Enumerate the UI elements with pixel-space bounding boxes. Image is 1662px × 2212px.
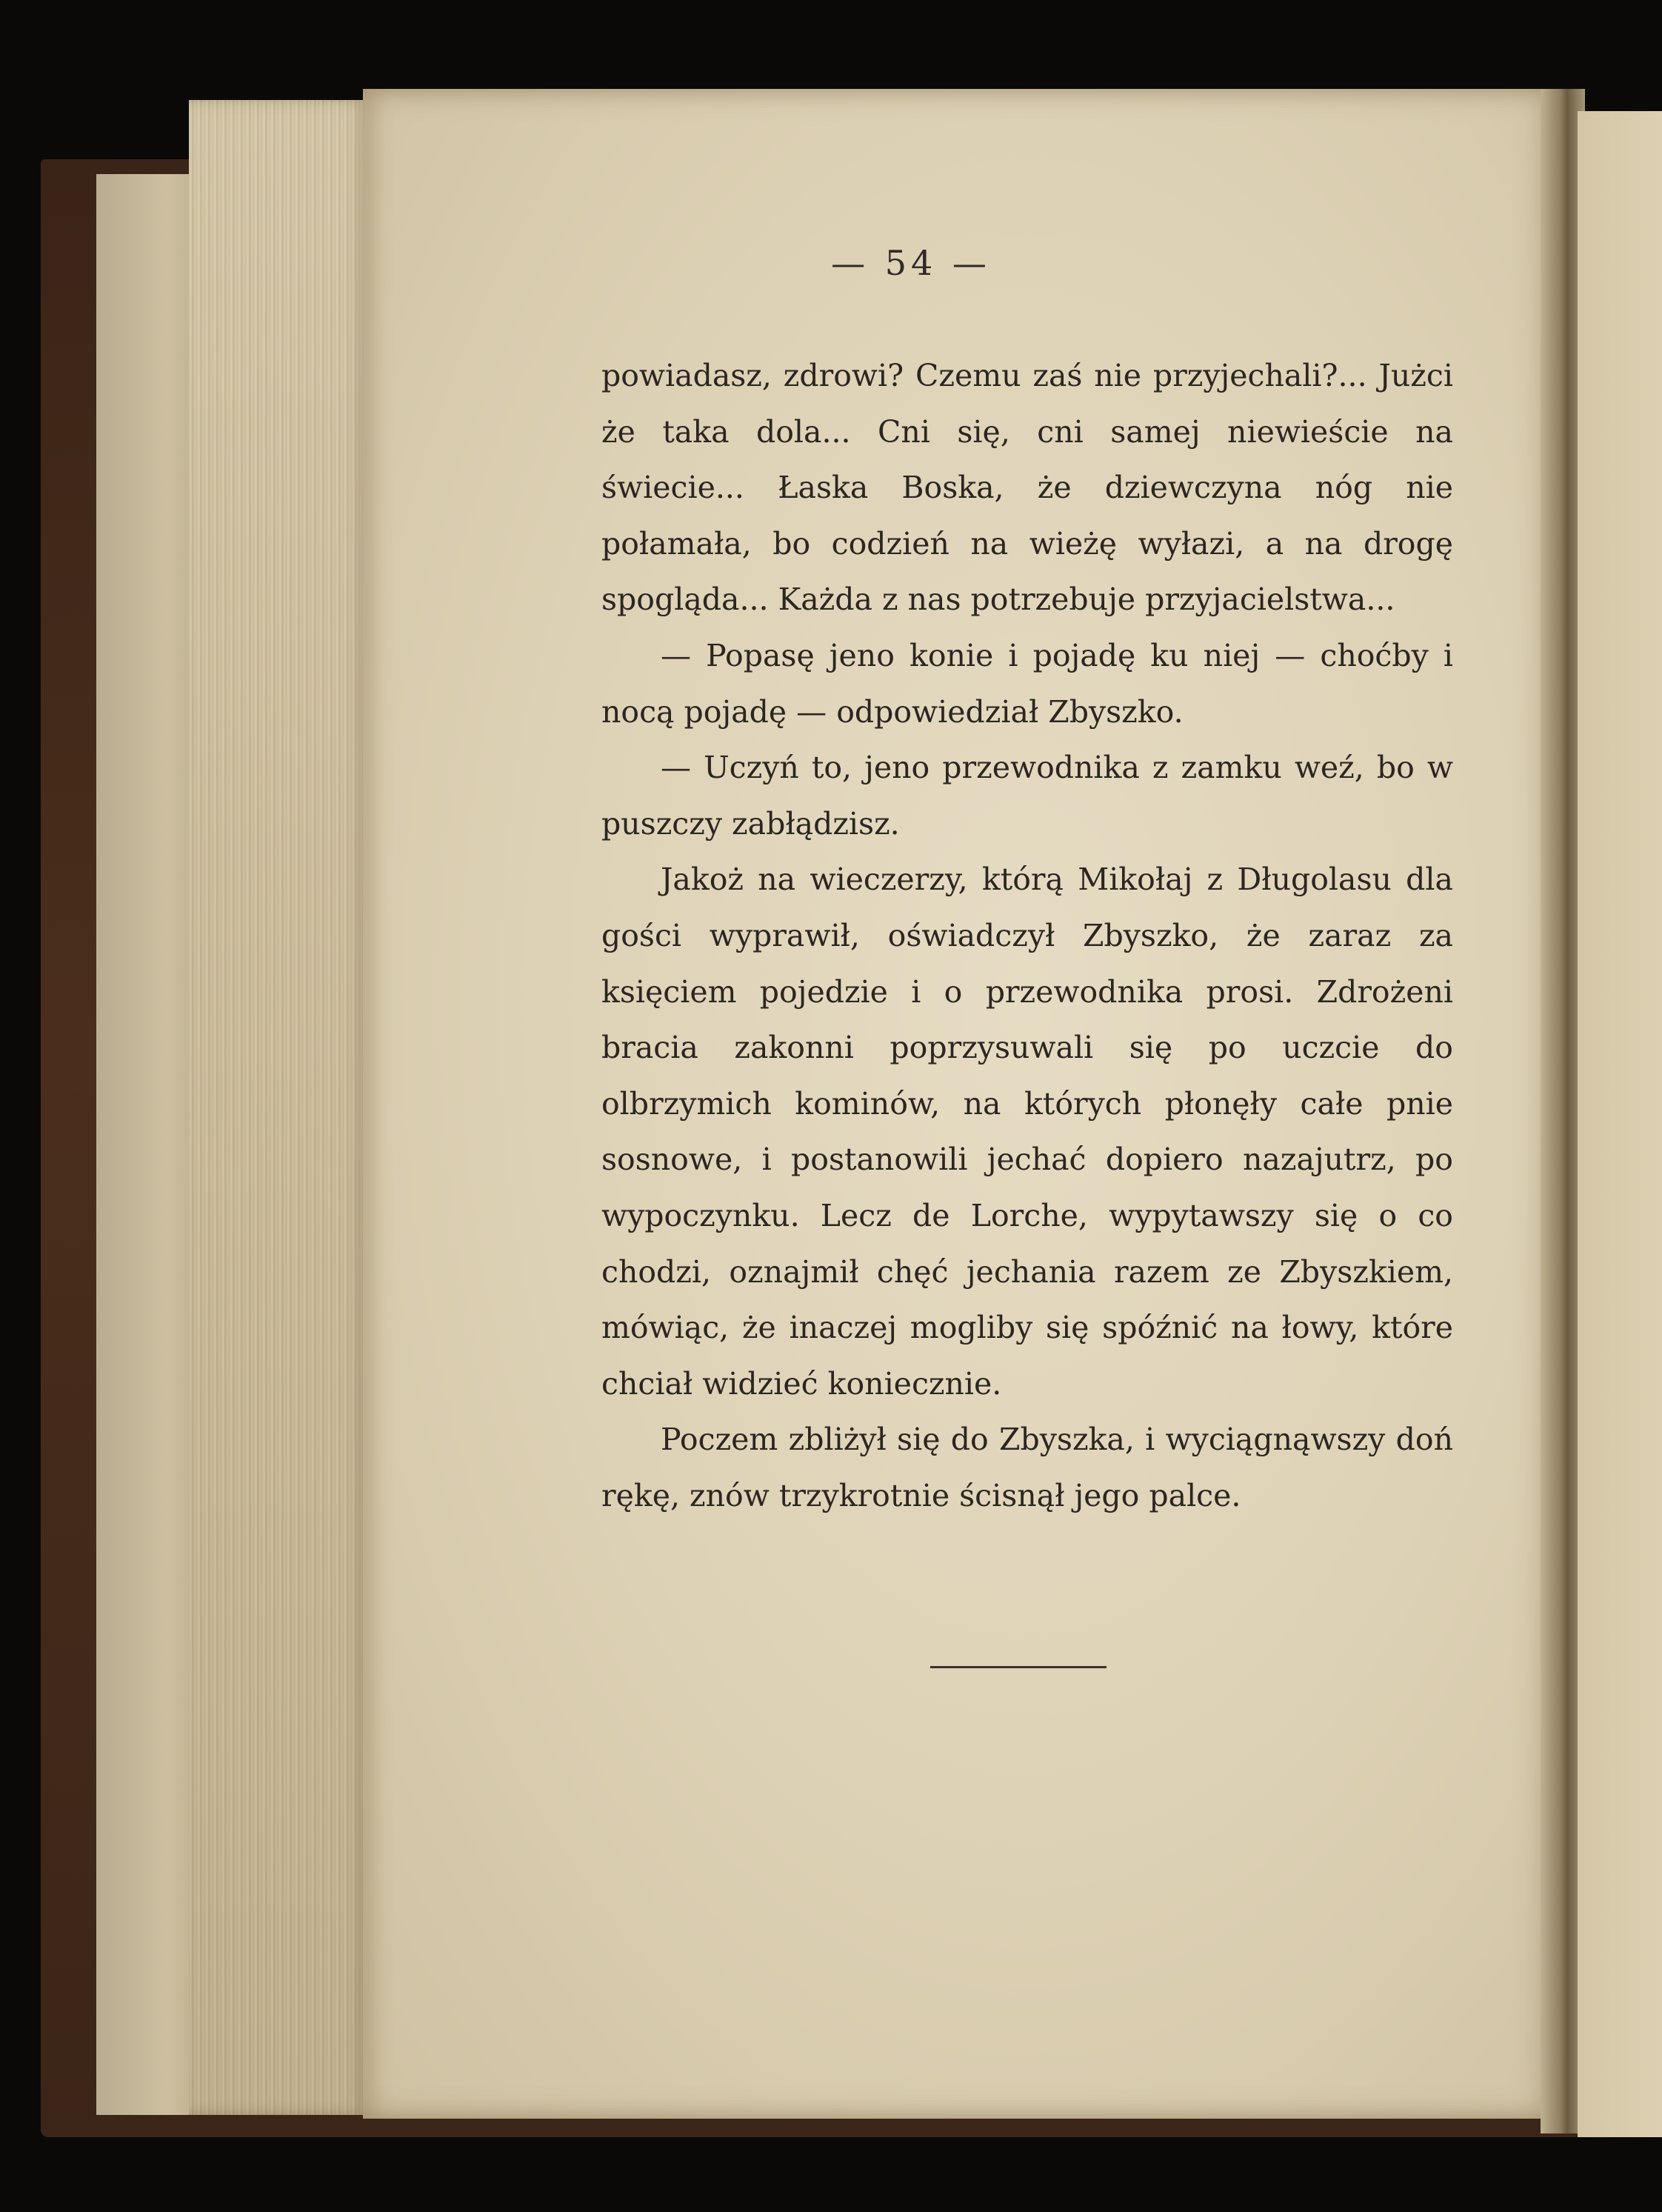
chapter-end-divider [930, 1666, 1107, 1668]
page-number: — 54 — [831, 243, 991, 283]
page-edges [189, 100, 370, 2115]
paragraph-4: Jakoż na wieczerzy, którą Mikołaj z Długolasu dla gości wyprawił, oświadczył Zbyszko, że zaraz za księciem pojedzie i o przewodnika prosi. Zdrożeni bracia zakonni poprzysuwali się po uczcie do olbrzymich kominów, na których płonęły całe pnie sosnowe, i postanowili jechać dopiero nazajutrz, po wypoczynku. Lecz de Lorche, wypytawszy się o co chodzi, oznajmił chęć jechania razem ze Zbyszkiem, mówiąc, że inaczej mogliby się spóźnić na łowy, które chciał widzieć koniecznie. [601, 862, 1453, 1402]
paragraph-2: — Popasę jeno konie i pojadę ku niej — choćby i nocą pojadę — odpowiedział Zbyszko. [601, 637, 1453, 730]
paragraph-1: powiadasz, zdrowi? Czemu zaś nie przyjechali?... Jużci że taka dola... Cni się, cni samej niewieście na świecie... Łaska Boska, że dziewczyna nóg nie połamała, bo codzień na wieżę wyłazi, a na drogę spogląda... Każda z nas potrzebuje przyjacielstwa... [601, 358, 1453, 618]
facing-page-edge [1578, 111, 1662, 2137]
paragraph-5: Poczem zbliżył się do Zbyszka, i wyciągnąwszy doń rękę, znów trzykrotnie ścisnął jego palce. [601, 1422, 1453, 1513]
page-text [601, 348, 1453, 1524]
paragraph-3: — Uczyń to, jeno przewodnika z zamku weź, bo w puszczy zabłądzisz. [601, 750, 1453, 842]
